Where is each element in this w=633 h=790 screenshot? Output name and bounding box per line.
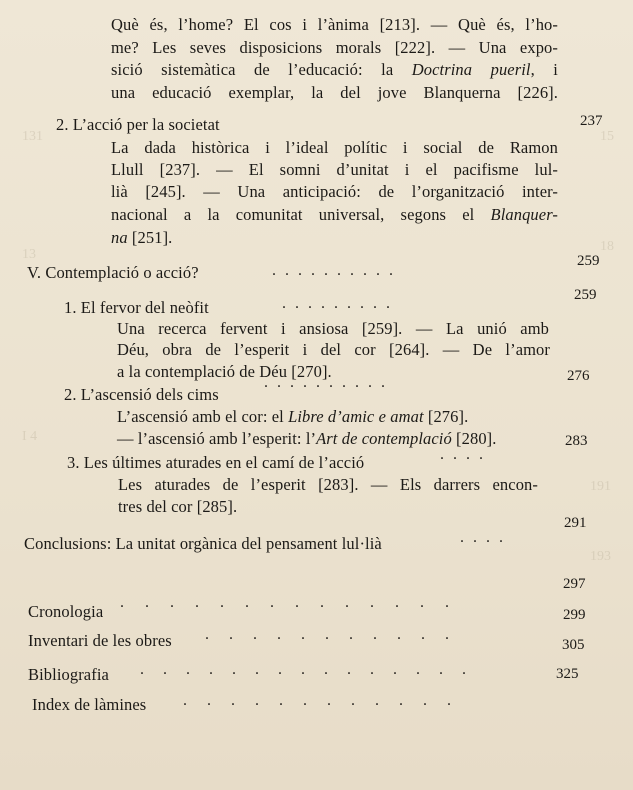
item-3-line-1: Les aturades de l’esperit [283]. — Els darrers encon- xyxy=(118,475,538,494)
item-3-line-2: tres del cor [285]. xyxy=(118,497,238,516)
work-title-doctrina-pueril: Doctrina pueril xyxy=(411,60,531,79)
conclusions-page-number: 291 xyxy=(564,515,587,531)
svg-text:193: 193 xyxy=(590,549,611,564)
intro-line-3-text: sició sistemàtica de l’educació: la xyxy=(111,60,412,79)
index-laminas-entry: Index de làmines xyxy=(32,695,147,714)
item-1-page-number: 259 xyxy=(574,287,597,303)
section-2-heading: 2. L’acció per la societat xyxy=(56,115,220,134)
section-2-line-2: Llull [237]. — El somni d’unitat i el pacifisme lul- xyxy=(111,160,558,179)
index-laminas-leader-dots: ............ xyxy=(183,692,471,709)
item-2-line-1-tail: [276]. xyxy=(423,407,469,426)
cronologia-page-number: 299 xyxy=(563,607,586,623)
svg-text:15: 15 xyxy=(600,129,614,144)
item-2-line-2-tail: [280]. xyxy=(451,429,497,448)
item-2-line-1-text: L’ascensió amb el cor: el xyxy=(117,407,289,426)
conclusions-entry: Conclusions: La unitat orgànica del pensament lul·lià xyxy=(24,534,382,553)
item-2-leader-dots: .......... xyxy=(264,374,394,391)
conclusions-leader-dots: .... xyxy=(460,529,512,546)
item-2-heading: 2. L’ascensió dels cims xyxy=(64,385,219,404)
section-2-line-5-tail: [251]. xyxy=(127,228,173,247)
item-1-line-3: a la contemplació de Déu [270]. xyxy=(117,362,332,381)
inventari-page-number: 305 xyxy=(562,637,585,653)
item-2-line-1 xyxy=(117,406,468,428)
inventari-leader-dots: ........... xyxy=(205,626,469,643)
chapter-v-page-number: 259 xyxy=(577,253,600,269)
item-1-heading: 1. El fervor del neòfit xyxy=(64,298,209,317)
item-3-page-number: 283 xyxy=(565,433,588,449)
svg-text:I 4: I 4 xyxy=(22,429,38,444)
svg-text:18: 18 xyxy=(600,239,614,254)
chapter-v-leader-dots: .......... xyxy=(272,262,402,279)
section-2-line-4 xyxy=(111,204,558,226)
bibliografia-entry: Bibliografia xyxy=(28,665,109,684)
back-matter-first-page-number: 297 xyxy=(563,576,586,592)
item-1-line-1: Una recerca fervent i ansiosa [259]. — La unió amb xyxy=(117,319,549,338)
work-title-libre-amic-amat: Libre d’amic e amat xyxy=(288,407,424,426)
section-2-line-5 xyxy=(111,227,172,249)
svg-text:131: 131 xyxy=(22,129,43,144)
work-title-blanquerna-part1: Blanquer- xyxy=(490,205,558,224)
section-2-line-4-text: nacional a la comunitat universal, segons el xyxy=(111,205,491,224)
svg-text:191: 191 xyxy=(590,479,611,494)
item-2-line-2-text: — l’ascensió amb l’esperit: l’ xyxy=(117,429,317,448)
chapter-v-heading: V. Contemplació o acció? xyxy=(27,263,199,282)
intro-line-3 xyxy=(111,59,558,81)
cronologia-leader-dots: .............. xyxy=(120,594,470,611)
work-title-art-contemplacio: Art de contemplació xyxy=(316,429,452,448)
intro-line-2: me? Les seves disposicions morals [222]. — Una expo- xyxy=(111,38,558,57)
section-2-line-1: La dada històrica i l’ideal polític i social de Ramon xyxy=(111,138,558,157)
bibliografia-leader-dots: ............... xyxy=(140,661,485,678)
section-2-page-number: 237 xyxy=(580,113,603,129)
work-title-blanquerna-part2: na xyxy=(111,228,128,247)
item-3-heading: 3. Les últimes aturades en el camí de l’acció xyxy=(67,453,365,472)
intro-line-1: Què és, l’home? El cos i l’ànima [213]. — Què és, l’ho- xyxy=(111,15,558,34)
intro-line-3-tail: , i xyxy=(530,60,558,79)
bibliografia-page-number: 325 xyxy=(556,666,579,682)
item-1-leader-dots: ......... xyxy=(282,295,399,312)
item-2-page-number: 276 xyxy=(567,368,590,384)
section-2-line-3: lià [245]. — Una anticipació: de l’organització inter- xyxy=(111,182,558,201)
inventari-entry: Inventari de les obres xyxy=(28,631,172,650)
item-3-leader-dots: .... xyxy=(440,446,492,463)
svg-text:13: 13 xyxy=(22,247,36,262)
intro-line-4: una educació exemplar, la del jove Blanquerna [226]. xyxy=(111,83,558,102)
cronologia-entry: Cronologia xyxy=(28,602,104,621)
item-1-line-2: Déu, obra de l’esperit i del cor [264]. — De l’amor xyxy=(117,340,550,359)
